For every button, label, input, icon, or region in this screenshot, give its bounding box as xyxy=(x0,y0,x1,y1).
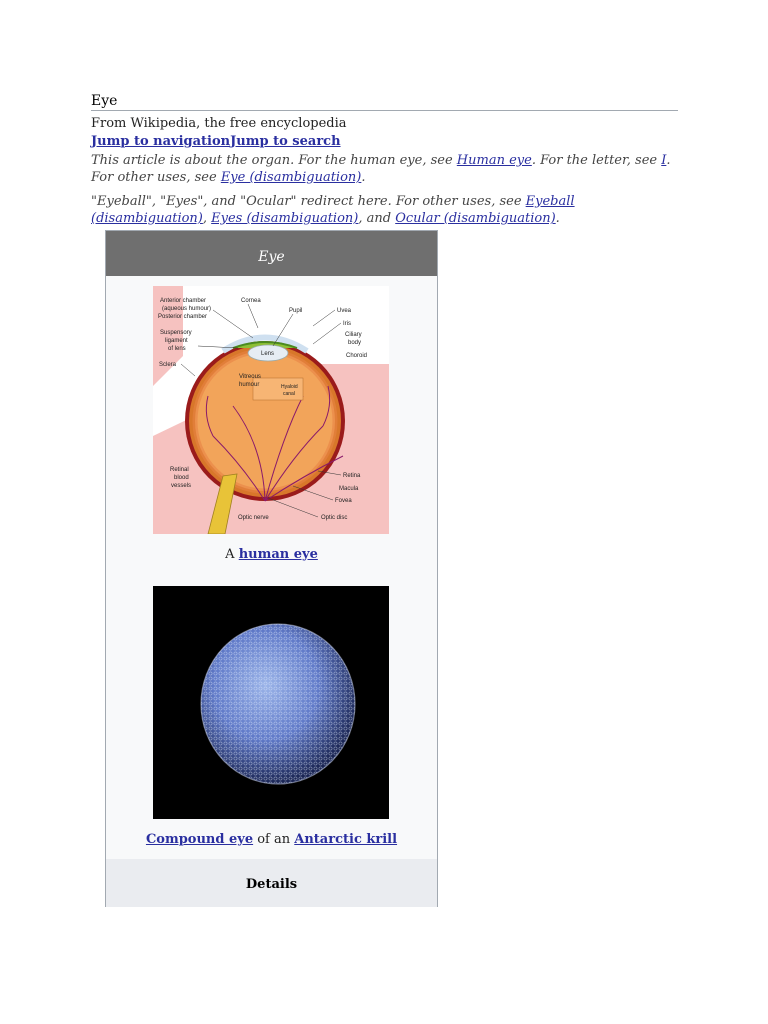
diagram-label: Retina xyxy=(343,473,361,479)
diagram-label: Lens xyxy=(261,351,275,357)
caption-text: of an xyxy=(253,832,295,847)
page-subtitle: From Wikipedia, the free encyclopedia xyxy=(91,116,347,131)
human-eye-caption-link[interactable]: human eye xyxy=(238,547,318,562)
image-caption xyxy=(106,547,437,562)
diagram-label: ligament xyxy=(165,338,188,344)
hatnote-text: , xyxy=(202,211,212,226)
infobox-heading: Eye xyxy=(106,231,437,276)
jump-to-navigation-link[interactable]: Jump to navigation xyxy=(91,134,231,149)
diagram-label: Anterior chamber xyxy=(160,298,207,304)
diagram-label: Cornea xyxy=(241,298,261,304)
hatnote-redirect xyxy=(91,193,678,227)
diagram-label: Choroid xyxy=(346,353,368,359)
article-content xyxy=(91,93,678,227)
infobox xyxy=(105,230,438,907)
diagram-label: Sclera xyxy=(159,362,177,368)
jump-links xyxy=(91,133,678,150)
compound-eye-link[interactable]: Compound eye xyxy=(145,832,254,847)
letter-i-link[interactable]: I xyxy=(661,153,667,168)
diagram-label: Hyaloid xyxy=(281,384,298,390)
page-title: Eye xyxy=(91,93,678,111)
hatnote-about xyxy=(91,152,678,186)
diagram-label: Retinal xyxy=(170,467,189,473)
diagram-label: Suspensory xyxy=(160,330,192,336)
eye-diagram-image[interactable] xyxy=(153,286,389,534)
krill-compound-eye-image[interactable] xyxy=(153,586,389,819)
hatnote-text: . For the letter, see xyxy=(531,153,662,168)
hatnote-text: "Eyeball", "Eyes", and "Ocular" redirect here. For other uses, see xyxy=(91,194,526,209)
details-section-header[interactable]: Details xyxy=(106,859,437,907)
diagram-label: body xyxy=(348,340,362,346)
hatnote-text: . xyxy=(555,211,560,226)
diagram-label: canal xyxy=(283,391,295,397)
hatnote-text: This article is about the organ. For the human eye, see xyxy=(91,153,457,168)
diagram-label: Fovea xyxy=(335,498,352,504)
caption-text: A xyxy=(225,547,239,562)
hatnote-text: . For other uses, see xyxy=(91,153,671,185)
diagram-label: vessels xyxy=(171,483,192,489)
diagram-label: Iris xyxy=(343,321,351,327)
eyeball-disambiguation-link[interactable]: Eyeball (disambiguation) xyxy=(91,194,575,226)
jump-to-search-link[interactable]: Jump to search xyxy=(230,134,341,149)
diagram-label: Pupil xyxy=(289,308,303,314)
diagram-label: of lens xyxy=(168,346,186,352)
diagram-label: Posterior chamber xyxy=(158,314,208,320)
eye-disambiguation-link[interactable]: Eye (disambiguation) xyxy=(220,170,362,185)
diagram-label: Vitreous xyxy=(239,374,261,380)
diagram-label: Optic disc xyxy=(321,515,348,521)
diagram-label: Ciliary xyxy=(345,332,362,338)
hatnote-text: , and xyxy=(358,211,396,226)
antarctic-krill-link[interactable]: Antarctic krill xyxy=(294,832,398,847)
ocular-disambiguation-link[interactable]: Ocular (disambiguation) xyxy=(395,211,556,226)
hatnote-text: . xyxy=(361,170,366,185)
diagram-label: Uvea xyxy=(337,308,352,314)
diagram-label: humour xyxy=(239,382,260,388)
diagram-label: Macula xyxy=(339,486,359,492)
diagram-label: blood xyxy=(174,475,189,481)
diagram-label: Optic nerve xyxy=(238,515,269,521)
eyes-disambiguation-link[interactable]: Eyes (disambiguation) xyxy=(211,211,359,226)
image-caption xyxy=(106,832,437,847)
human-eye-link[interactable]: Human eye xyxy=(456,153,532,168)
diagram-label: (aqueous humour) xyxy=(162,306,212,312)
